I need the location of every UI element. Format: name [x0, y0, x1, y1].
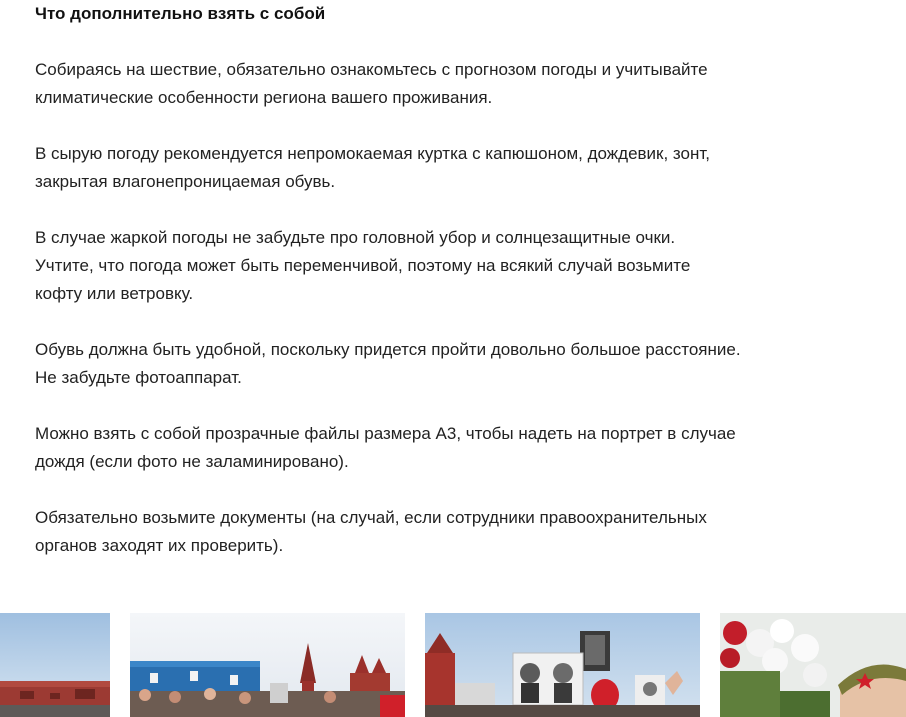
paragraph-documents: Обязательно возьмите документы (на случай, если сотрудники правоохранительных органов заходят их проверить). — [35, 508, 707, 555]
gallery-photo-kremlin-wall[interactable] — [0, 613, 110, 717]
paragraph-weather: Собираясь на шествие, обязательно ознакомьтесь с прогнозом погоды и учитывайте климатические особенности региона вашего проживания. — [35, 60, 708, 107]
paragraph-rain: В сырую погоду рекомендуется непромокаемая куртка с капюшоном, дождевик, зонт, закрытая влагонепроницаемая обувь. — [35, 144, 711, 191]
paragraph-files: Можно взять с собой прозрачные файлы размера А3, чтобы надеть на портрет в случае дождя (если фото не заламинировано). — [35, 424, 736, 471]
kremlin-wall-photo-icon — [0, 613, 110, 717]
article — [35, 0, 835, 560]
gallery-photo-crowd[interactable] — [130, 613, 405, 717]
paragraph-heat: В случае жаркой погоды не забудьте про головной убор и солнцезащитные очки. Учтите, что погода может быть переменчивой, поэтому на всякий случай возьмите кофту или ветровку. — [35, 228, 691, 303]
crowd-red-square-photo-icon — [130, 613, 405, 717]
photo-gallery — [0, 613, 906, 717]
flowers-child-photo-icon — [720, 613, 906, 717]
paragraph-shoes: Обувь должна быть удобной, поскольку придется пройти довольно большое расстояние. Не забудьте фотоаппарат. — [35, 340, 741, 387]
gallery-photo-flowers-child[interactable] — [720, 613, 906, 717]
portraits-procession-photo-icon — [425, 613, 700, 717]
gallery-photo-portraits[interactable] — [425, 613, 700, 717]
section-heading: Что дополнительно взять с собой — [35, 4, 326, 23]
